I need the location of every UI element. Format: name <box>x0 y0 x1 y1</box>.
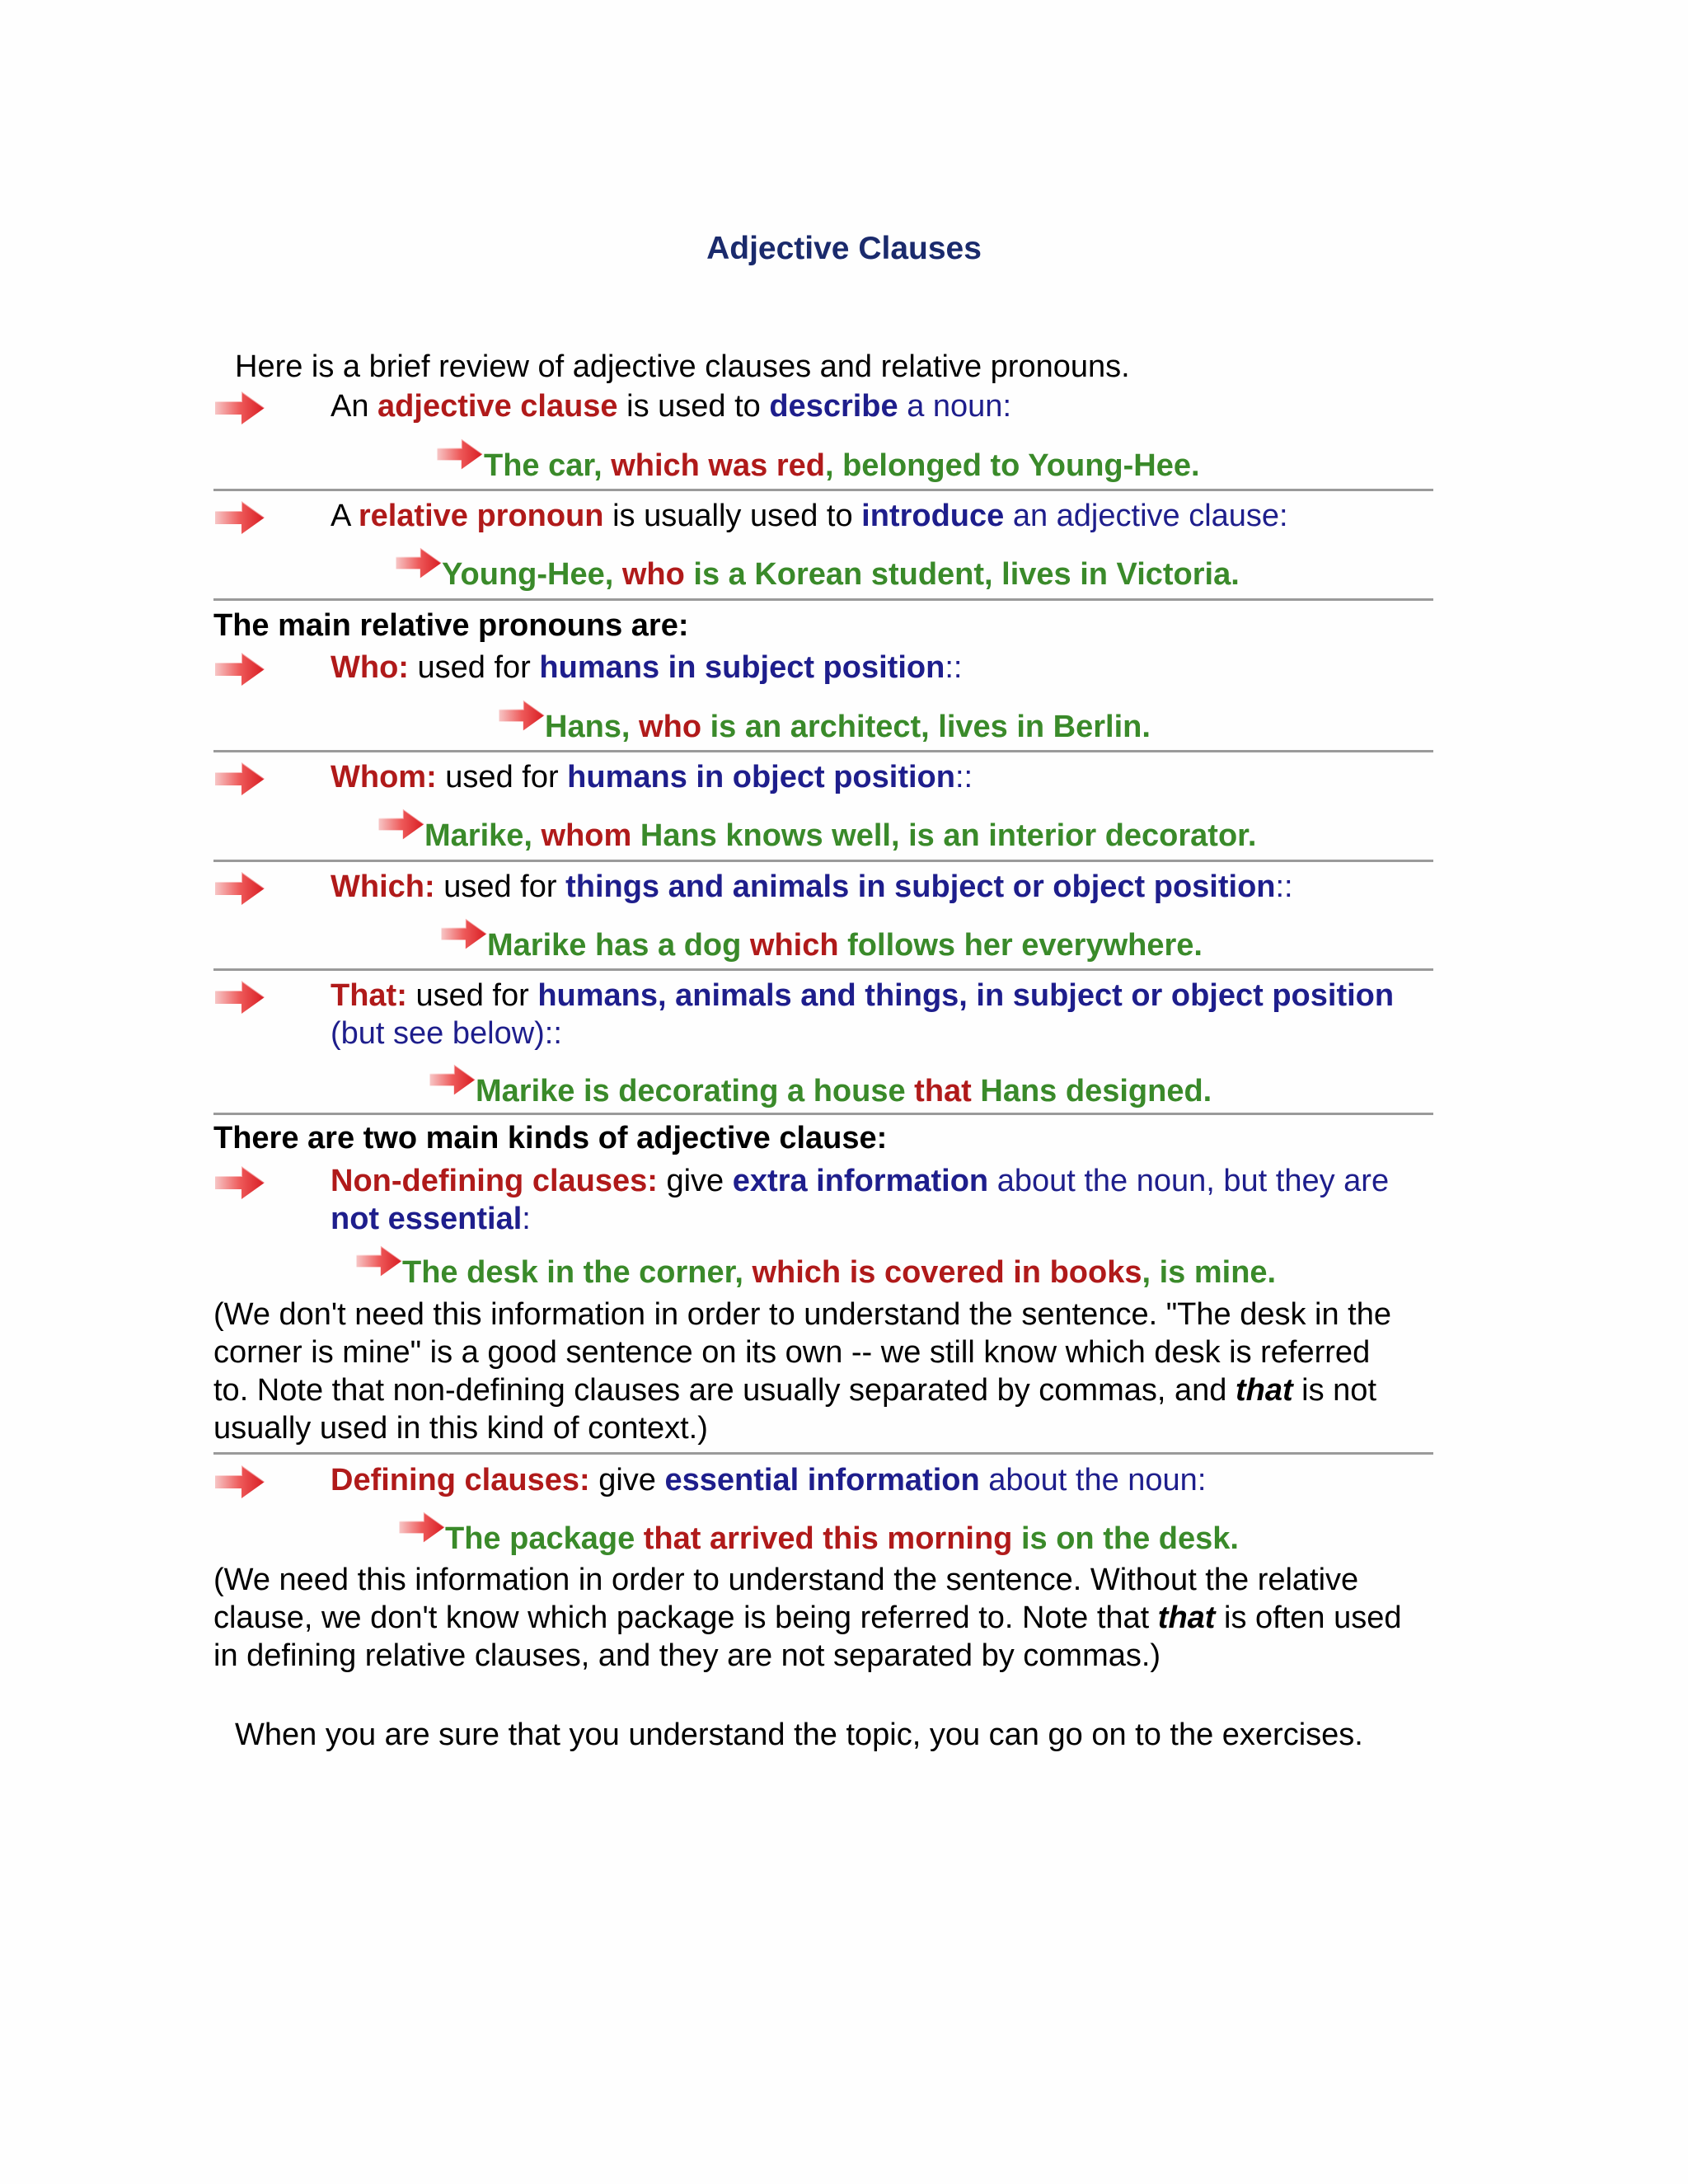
example-sentence: Marike is decorating a house that Hans designed. <box>476 1074 1212 1108</box>
red-arrow-icon <box>397 1509 447 1545</box>
red-arrow-icon <box>213 869 266 908</box>
red-arrow-icon <box>213 498 266 537</box>
nondefining-clauses-continued: not essential: <box>331 1202 531 1236</box>
red-arrow-icon <box>213 1462 266 1502</box>
red-arrow-icon <box>354 1243 404 1279</box>
red-arrow-icon <box>439 916 489 952</box>
example-sentence: The desk in the corner, which is covered in books, is mine. <box>402 1255 1277 1290</box>
closing-text: When you are sure that you understand the topic, you can go on to the exercises. <box>235 1718 1363 1752</box>
divider <box>213 598 1433 601</box>
note-text: to. Note that non-defining clauses are usually separated by commas, and that is not <box>213 1373 1376 1408</box>
red-arrow-icon <box>213 759 266 799</box>
red-arrow-icon <box>394 545 443 581</box>
example-sentence: Young-Hee, who is a Korean student, lives in Victoria. <box>442 557 1240 592</box>
divider <box>213 750 1433 752</box>
divider <box>213 968 1433 971</box>
red-arrow-icon <box>435 436 485 472</box>
rule-relative-pronoun: A relative pronoun is usually used to introduce an adjective clause: <box>331 499 1288 533</box>
example-sentence: Marike, whom Hans knows well, is an interior decorator. <box>424 818 1257 853</box>
divider <box>213 860 1433 862</box>
example-sentence: Marike has a dog which follows her everywhere. <box>487 928 1203 963</box>
pronoun-that-continued: (but see below):: <box>331 1016 562 1051</box>
page-title: Adjective Clauses <box>706 231 982 266</box>
divider <box>213 1452 1433 1455</box>
note-text: (We don't need this information in order to understand the sentence. "The desk in the <box>213 1297 1392 1332</box>
note-text: corner is mine" is a good sentence on its own -- we still know which desk is referred <box>213 1335 1371 1370</box>
rule-adjective-clause: An adjective clause is used to describe a noun: <box>331 389 1012 424</box>
section-heading: The main relative pronouns are: <box>213 608 689 643</box>
note-text: (We need this information in order to understand the sentence. Without the relative <box>213 1563 1359 1597</box>
note-text: in defining relative clauses, and they are not separated by commas.) <box>213 1638 1161 1673</box>
example-sentence: Hans, who is an architect, lives in Berlin. <box>545 710 1151 744</box>
example-sentence: The package that arrived this morning is on the desk. <box>445 1521 1239 1556</box>
example-sentence: The car, which was red, belonged to Young-Hee. <box>484 448 1200 483</box>
red-arrow-icon <box>428 1062 477 1098</box>
red-arrow-icon <box>377 806 426 842</box>
divider <box>213 489 1433 491</box>
red-arrow-icon <box>213 977 266 1017</box>
pronoun-that: That: used for humans, animals and things, in subject or object position <box>331 978 1395 1013</box>
red-arrow-icon <box>213 649 266 689</box>
pronoun-who: Who: used for humans in subject position:: <box>331 650 963 685</box>
red-arrow-icon <box>213 1163 266 1202</box>
section-heading: There are two main kinds of adjective clause: <box>213 1121 888 1155</box>
red-arrow-icon <box>213 388 266 428</box>
defining-clauses: Defining clauses: give essential information about the noun: <box>331 1463 1207 1497</box>
pronoun-whom: Whom: used for humans in object position:: <box>331 760 973 794</box>
nondefining-clauses: Non-defining clauses: give extra information about the noun, but they are <box>331 1164 1390 1198</box>
note-text: clause, we don't know which package is being referred to. Note that that is often used <box>213 1601 1402 1635</box>
intro-text: Here is a brief review of adjective clauses and relative pronouns. <box>235 349 1130 384</box>
pronoun-which: Which: used for things and animals in subject or object position:: <box>331 869 1293 904</box>
red-arrow-icon <box>497 697 546 733</box>
note-text: usually used in this kind of context.) <box>213 1411 708 1446</box>
divider <box>213 1113 1433 1115</box>
